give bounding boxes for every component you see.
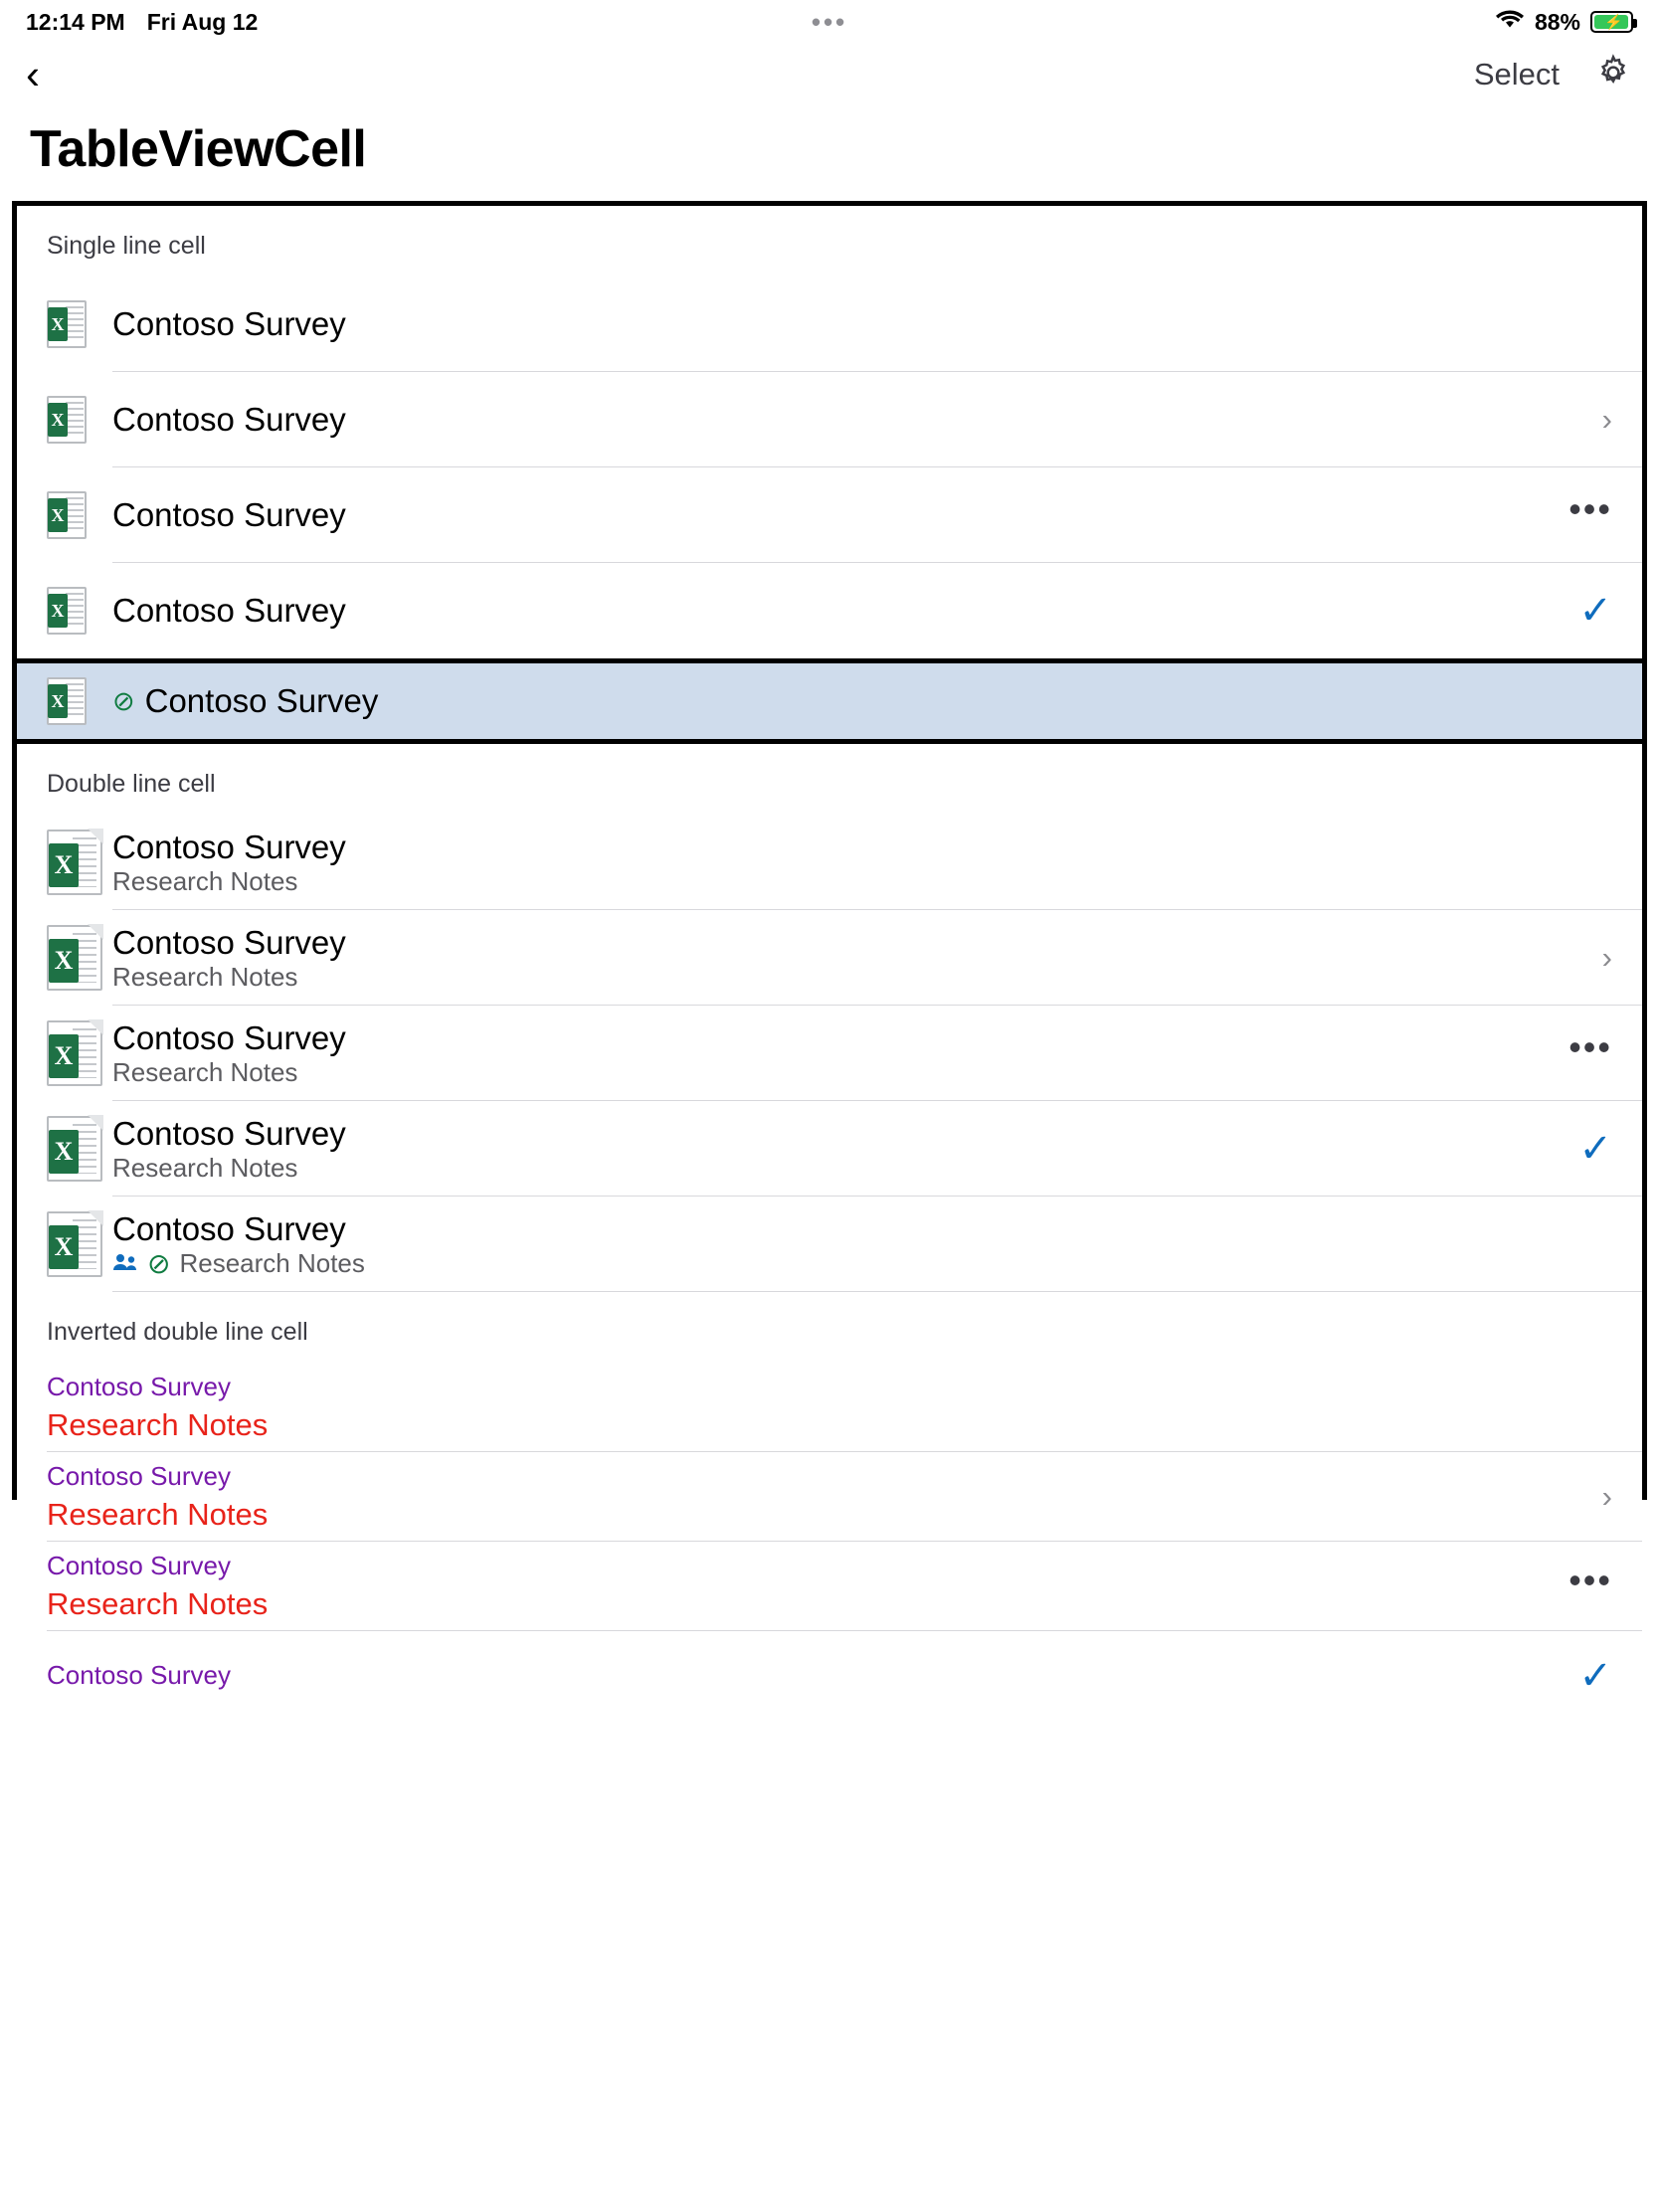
cell-subtitle: Research Notes: [179, 1248, 365, 1279]
excel-file-icon: X: [47, 491, 112, 539]
cell-top-label: Contoso Survey: [47, 1550, 231, 1580]
excel-file-icon: X: [47, 830, 112, 895]
table-row[interactable]: [17, 1452, 1642, 1542]
table-row[interactable]: [17, 1006, 1642, 1101]
chevron-right-icon[interactable]: ›: [1601, 402, 1612, 437]
cell-title: Contoso Survey: [112, 305, 346, 343]
more-icon[interactable]: •••: [1568, 1559, 1612, 1600]
cell-title: Contoso Survey: [112, 592, 346, 630]
checkmark-icon[interactable]: ✓: [1578, 589, 1612, 633]
checkmark-icon[interactable]: ✓: [1578, 1654, 1612, 1698]
page-title: TableViewCell: [30, 120, 367, 178]
excel-file-icon: X: [47, 1020, 112, 1086]
cell-title: Contoso Survey: [144, 682, 379, 720]
cell-title: Contoso Survey: [112, 1209, 346, 1247]
chevron-left-icon[interactable]: ‹: [26, 51, 40, 97]
cell-title: Contoso Survey: [112, 496, 346, 534]
cell-top-label: Contoso Survey: [47, 1660, 231, 1691]
cell-title: Contoso Survey: [112, 828, 346, 865]
cell-bottom-label: Research Notes: [47, 1585, 269, 1621]
status-date: Fri Aug 12: [146, 8, 259, 35]
table-row[interactable]: [17, 276, 1642, 372]
section-header-inverted: Inverted double line cell: [47, 1318, 308, 1346]
table-row[interactable]: [17, 372, 1642, 467]
section-header-single: Single line cell: [47, 232, 206, 260]
cell-subtitle: Research Notes: [112, 962, 298, 993]
navigation-bar: [0, 44, 1659, 105]
status-bar: [0, 0, 1659, 44]
excel-file-icon: X: [47, 300, 112, 348]
table-view[interactable]: [12, 201, 1647, 1698]
battery-charging-icon: ⚡: [1590, 11, 1633, 33]
more-dots-icon: •••: [811, 7, 848, 37]
excel-file-icon: X: [47, 1211, 112, 1277]
more-icon[interactable]: •••: [1568, 487, 1612, 529]
excel-file-icon: X: [47, 925, 112, 991]
more-icon[interactable]: •••: [1568, 1025, 1612, 1067]
cell-top-label: Contoso Survey: [47, 1460, 231, 1491]
excel-file-icon: X: [47, 677, 112, 725]
table-row[interactable]: [17, 815, 1642, 910]
section-header-double: Double line cell: [47, 770, 216, 798]
table-row[interactable]: [17, 1197, 1642, 1292]
cell-title: Contoso Survey: [112, 1018, 346, 1056]
table-row[interactable]: [17, 1101, 1642, 1197]
select-button[interactable]: Select: [1473, 57, 1560, 92]
cell-title: Contoso Survey: [112, 923, 346, 961]
status-time: 12:14 PM: [26, 8, 125, 35]
chevron-right-icon[interactable]: ›: [1601, 940, 1612, 975]
chevron-right-icon[interactable]: ›: [1601, 1479, 1612, 1514]
table-row[interactable]: [17, 563, 1642, 658]
cell-bottom-label: Research Notes: [47, 1496, 269, 1532]
table-row[interactable]: [17, 1363, 1642, 1452]
table-row[interactable]: [17, 1542, 1642, 1631]
check-circle-icon: ⊘: [147, 1247, 171, 1279]
table-row-selected[interactable]: [17, 658, 1642, 744]
cell-title: Contoso Survey: [112, 1114, 346, 1152]
excel-file-icon: X: [47, 396, 112, 444]
table-row[interactable]: [17, 467, 1642, 563]
check-circle-icon: ⊘: [112, 685, 135, 716]
gear-icon[interactable]: [1593, 53, 1633, 97]
cell-bottom-label: Research Notes: [47, 1406, 269, 1442]
excel-file-icon: X: [47, 1116, 112, 1182]
cell-title: Contoso Survey: [112, 401, 346, 439]
checkmark-icon[interactable]: ✓: [1578, 1127, 1612, 1171]
table-row[interactable]: [17, 910, 1642, 1006]
cell-subtitle: Research Notes: [112, 1153, 298, 1184]
wifi-icon: [1495, 8, 1525, 36]
cell-subtitle: Research Notes: [112, 1057, 298, 1088]
excel-file-icon: X: [47, 587, 112, 635]
battery-percent: 88%: [1534, 8, 1580, 35]
table-row[interactable]: [17, 1631, 1642, 1721]
people-icon: [112, 1248, 138, 1279]
cell-subtitle: Research Notes: [112, 866, 298, 897]
cell-top-label: Contoso Survey: [47, 1371, 231, 1401]
